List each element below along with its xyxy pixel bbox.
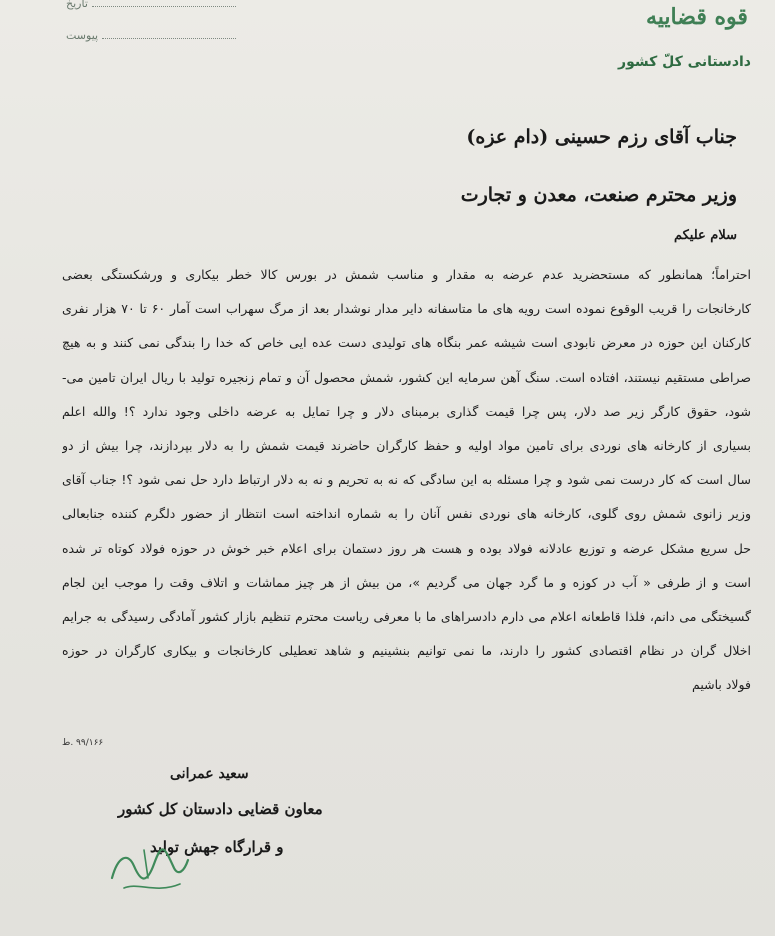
body-line: اخلال گران در نظام اقتصادی کشور را دارند، ما نمی توانیم بنشینیم و شاهد تعطیلی کارخانجات و بیکاری کارگران در حوزه	[62, 643, 751, 659]
attachment-dotted-line	[102, 38, 236, 39]
addressee-title: وزیر محترم صنعت، معدن و تجارت	[460, 184, 737, 206]
date-dotted-line	[92, 6, 236, 7]
body-line: شود، حقوق کارگر زیر صد دلار، پس چرا قیمت گذاری برمبنای دلار و چرا تمایل به عرضه داخلی وجود ندارد ؟! والله اعلم	[62, 403, 751, 419]
body-line: احتراماً؛ همانطور که مستحضرید عدم عرضه به مقدار و مناسب شمش در بورس کالا خطر بیکاری و ورشکستگی بعضی	[62, 267, 751, 282]
body-line: گسیختگی می دانم، فلذا قاطعانه اعلام می دارم دادسراهای ما با معرفی ریاست محترم تنظیم بازار کشور آمادگی رسیدگی به جرایم	[62, 608, 751, 624]
letterhead-subtitle: دادستانی کلّ کشور	[618, 54, 751, 70]
signatory-name: سعید عمرانی	[170, 766, 249, 782]
date-label: تاریخ	[66, 0, 88, 10]
reference-number: ۹۹/۱۶۶ .ط	[62, 738, 104, 748]
body-line: وزیر زانوی شمش روی گلوی، کارخانه های نوردی نفس آنان را به شماره انداخته است انتظار از حضور دلگرم کننده جنابعالی	[62, 506, 751, 522]
attachment-field	[66, 24, 236, 42]
date-field	[66, 0, 236, 10]
letter-body	[62, 258, 751, 702]
handwritten-signature	[104, 838, 194, 898]
greeting: سلام علیکم	[673, 228, 737, 243]
signatory-org: و قرارگاه جهش تولید	[150, 838, 284, 856]
addressee-name: جناب آقای رزم حسینی (دام عزه)	[466, 126, 737, 148]
body-line: بسیاری از کارخانه های نوردی برای تامین مواد اولیه و حفظ کارگران حاضرند قیمت شمش را به دلار بپردازند، چرا بیش از دو	[62, 437, 751, 453]
body-line: کارخانجات را قریب الوقوع نموده است رویه های ما متاسفانه دایر مدار نوشدار بعد از مرگ سهراب است آمار ۶۰ تا ۷۰ هزار نفری	[62, 301, 751, 317]
letterhead-emblem: قوه قضاییه	[646, 4, 748, 30]
signatory-title: معاون قضایی دادستان کل کشور	[118, 800, 323, 818]
body-line: سال است که کار درست نمی شود و چرا مسئله به این سادگی که نه به تحریم و نه به دلار ارتباط دارد حل نمی شود ؟! جناب آقای	[62, 472, 751, 488]
body-line: فولاد باشیم	[692, 677, 751, 693]
body-line: است و از طرفی « آب در کوزه و ما گرد جهان می گردیم »، من بیش از هر چیز مماشات و اتلاف وقت را موجب این لجام	[62, 574, 751, 590]
body-line: حل سریع مشکل عرضه و توزیع عادلانه فولاد بوده و هست هر روز دستمان برای اعلام خبر خوش در حوزه فولاد کوتاه تر شده	[62, 540, 751, 556]
body-line: کارکنان این حوزه در معرض نابودی است شیشه عمر بنگاه های تولیدی دست عده ایی خاص که خدا را بندگی نمی کنند و به هیچ	[62, 335, 751, 351]
body-line: صراطی مستقیم نیستند، افتاده است. سنگ آهن سرمایه این کشور، شمش محصول آن و تمام زنجیره تولید با ریال ایران تامین می-	[62, 369, 751, 385]
attachment-label: پیوست	[66, 29, 99, 42]
